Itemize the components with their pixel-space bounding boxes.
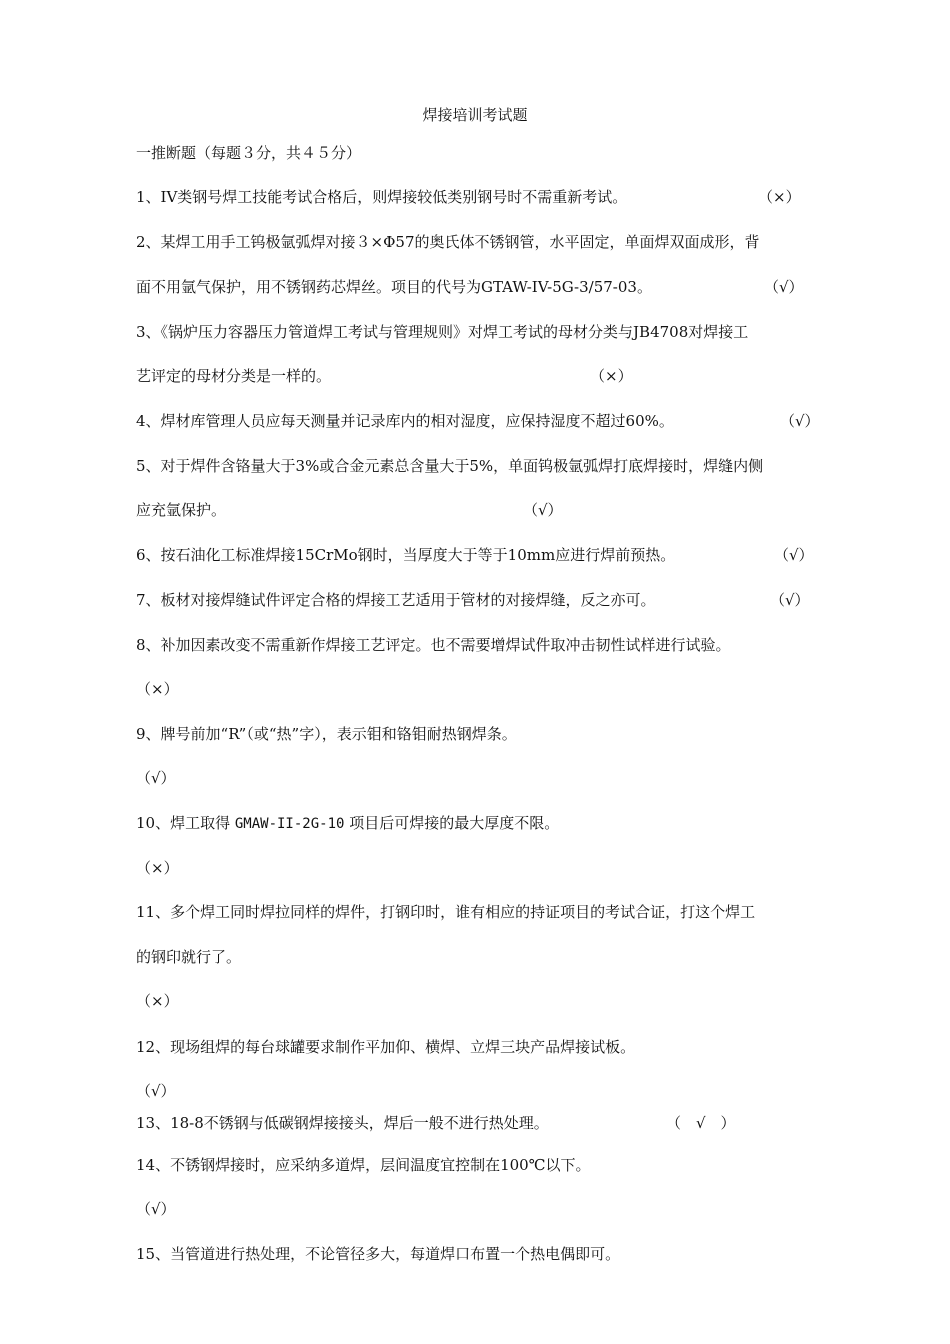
question-10-suffix: 项目后可焊接的最大厚度不限。: [344, 814, 560, 832]
answer-6: （√）: [774, 546, 814, 564]
question-10-code: GMAW-II-2G-10: [234, 816, 345, 832]
answer-9: （√）: [136, 769, 176, 787]
question-2-line-2: 面不用氩气保护，用不锈钢药芯焊丝。项目的代号为GTAW-IV-5G-3/57-03。: [136, 278, 652, 296]
question-2-line-1: 2、某焊工用手工钨极氩弧焊对接３×Φ57的奥氏体不锈钢管，水平固定，单面焊双面成形，背: [136, 233, 760, 251]
question-5-line-2: 应充氩保护。: [136, 501, 227, 519]
question-9: 9、牌号前加“R”（或“热”字），表示钼和铬钼耐热钢焊条。: [136, 725, 517, 743]
answer-12: （√）: [136, 1082, 176, 1100]
question-1: 1、IV类钢号焊工技能考试合格后，则焊接较低类别钢号时不需重新考试。: [136, 188, 628, 206]
question-8: 8、补加因素改变不需重新作焊接工艺评定。也不需要增焊试件取冲击韧性试样进行试验。: [136, 636, 731, 654]
question-13: 13、18-8不锈钢与低碳钢焊接接头，焊后一般不进行热处理。: [136, 1114, 549, 1132]
question-10: [136, 816, 840, 831]
page-title: 焊接培训考试题: [422, 106, 528, 124]
answer-1: （×）: [758, 188, 801, 206]
question-15: 15、当管道进行热处理，不论管径多大，每道焊口布置一个热电偶即可。: [136, 1245, 621, 1263]
answer-14: （√）: [136, 1200, 176, 1218]
question-3-line-2: 艺评定的母材分类是一样的。: [136, 367, 332, 385]
answer-10: （×）: [136, 859, 179, 877]
section-heading: 一推断题（每题３分，共４５分）: [136, 144, 362, 162]
answer-2: （√）: [764, 278, 804, 296]
answer-7: （√）: [770, 591, 810, 609]
question-5-line-1: 5、对于焊件含铬量大于3%或合金元素总含量大于5%，单面钨极氩弧焊打底焊接时，焊缝内侧: [136, 457, 764, 475]
question-14: 14、不锈钢焊接时，应采纳多道焊，层间温度宜控制在100℃以下。: [136, 1156, 591, 1174]
question-12: 12、现场组焊的每台球罐要求制作平加仰、横焊、立焊三块产品焊接试板。: [136, 1038, 636, 1056]
question-10-prefix: 10、焊工取得: [136, 814, 235, 832]
question-6: 6、按石油化工标准焊接15CrMo钢时，当厚度大于等于10mm应进行焊前预热。: [136, 546, 676, 564]
question-7: 7、板材对接焊缝试件评定合格的焊接工艺适用于管材的对接焊缝，反之亦可。: [136, 591, 656, 609]
question-11-line-1: 11、多个焊工同时焊拉同样的焊件，打钢印时，谁有相应的持证项目的考试合证，打这个焊工: [136, 903, 756, 921]
question-4: 4、焊材库管理人员应每天测量并记录库内的相对湿度，应保持湿度不超过60%。: [136, 412, 674, 430]
question-11-line-2: 的钢印就行了。: [136, 948, 242, 966]
answer-5: （√）: [523, 501, 563, 519]
answer-13: （ √ ）: [666, 1114, 736, 1132]
answer-11: （×）: [136, 992, 179, 1010]
question-3-line-1: 3、《锅炉压力容器压力管道焊工考试与管理规则》对焊工考试的母材分类与JB4708对焊接工: [136, 323, 749, 341]
answer-4: （√）: [780, 412, 820, 430]
answer-8: （×）: [136, 680, 179, 698]
answer-3: （×）: [590, 367, 633, 385]
